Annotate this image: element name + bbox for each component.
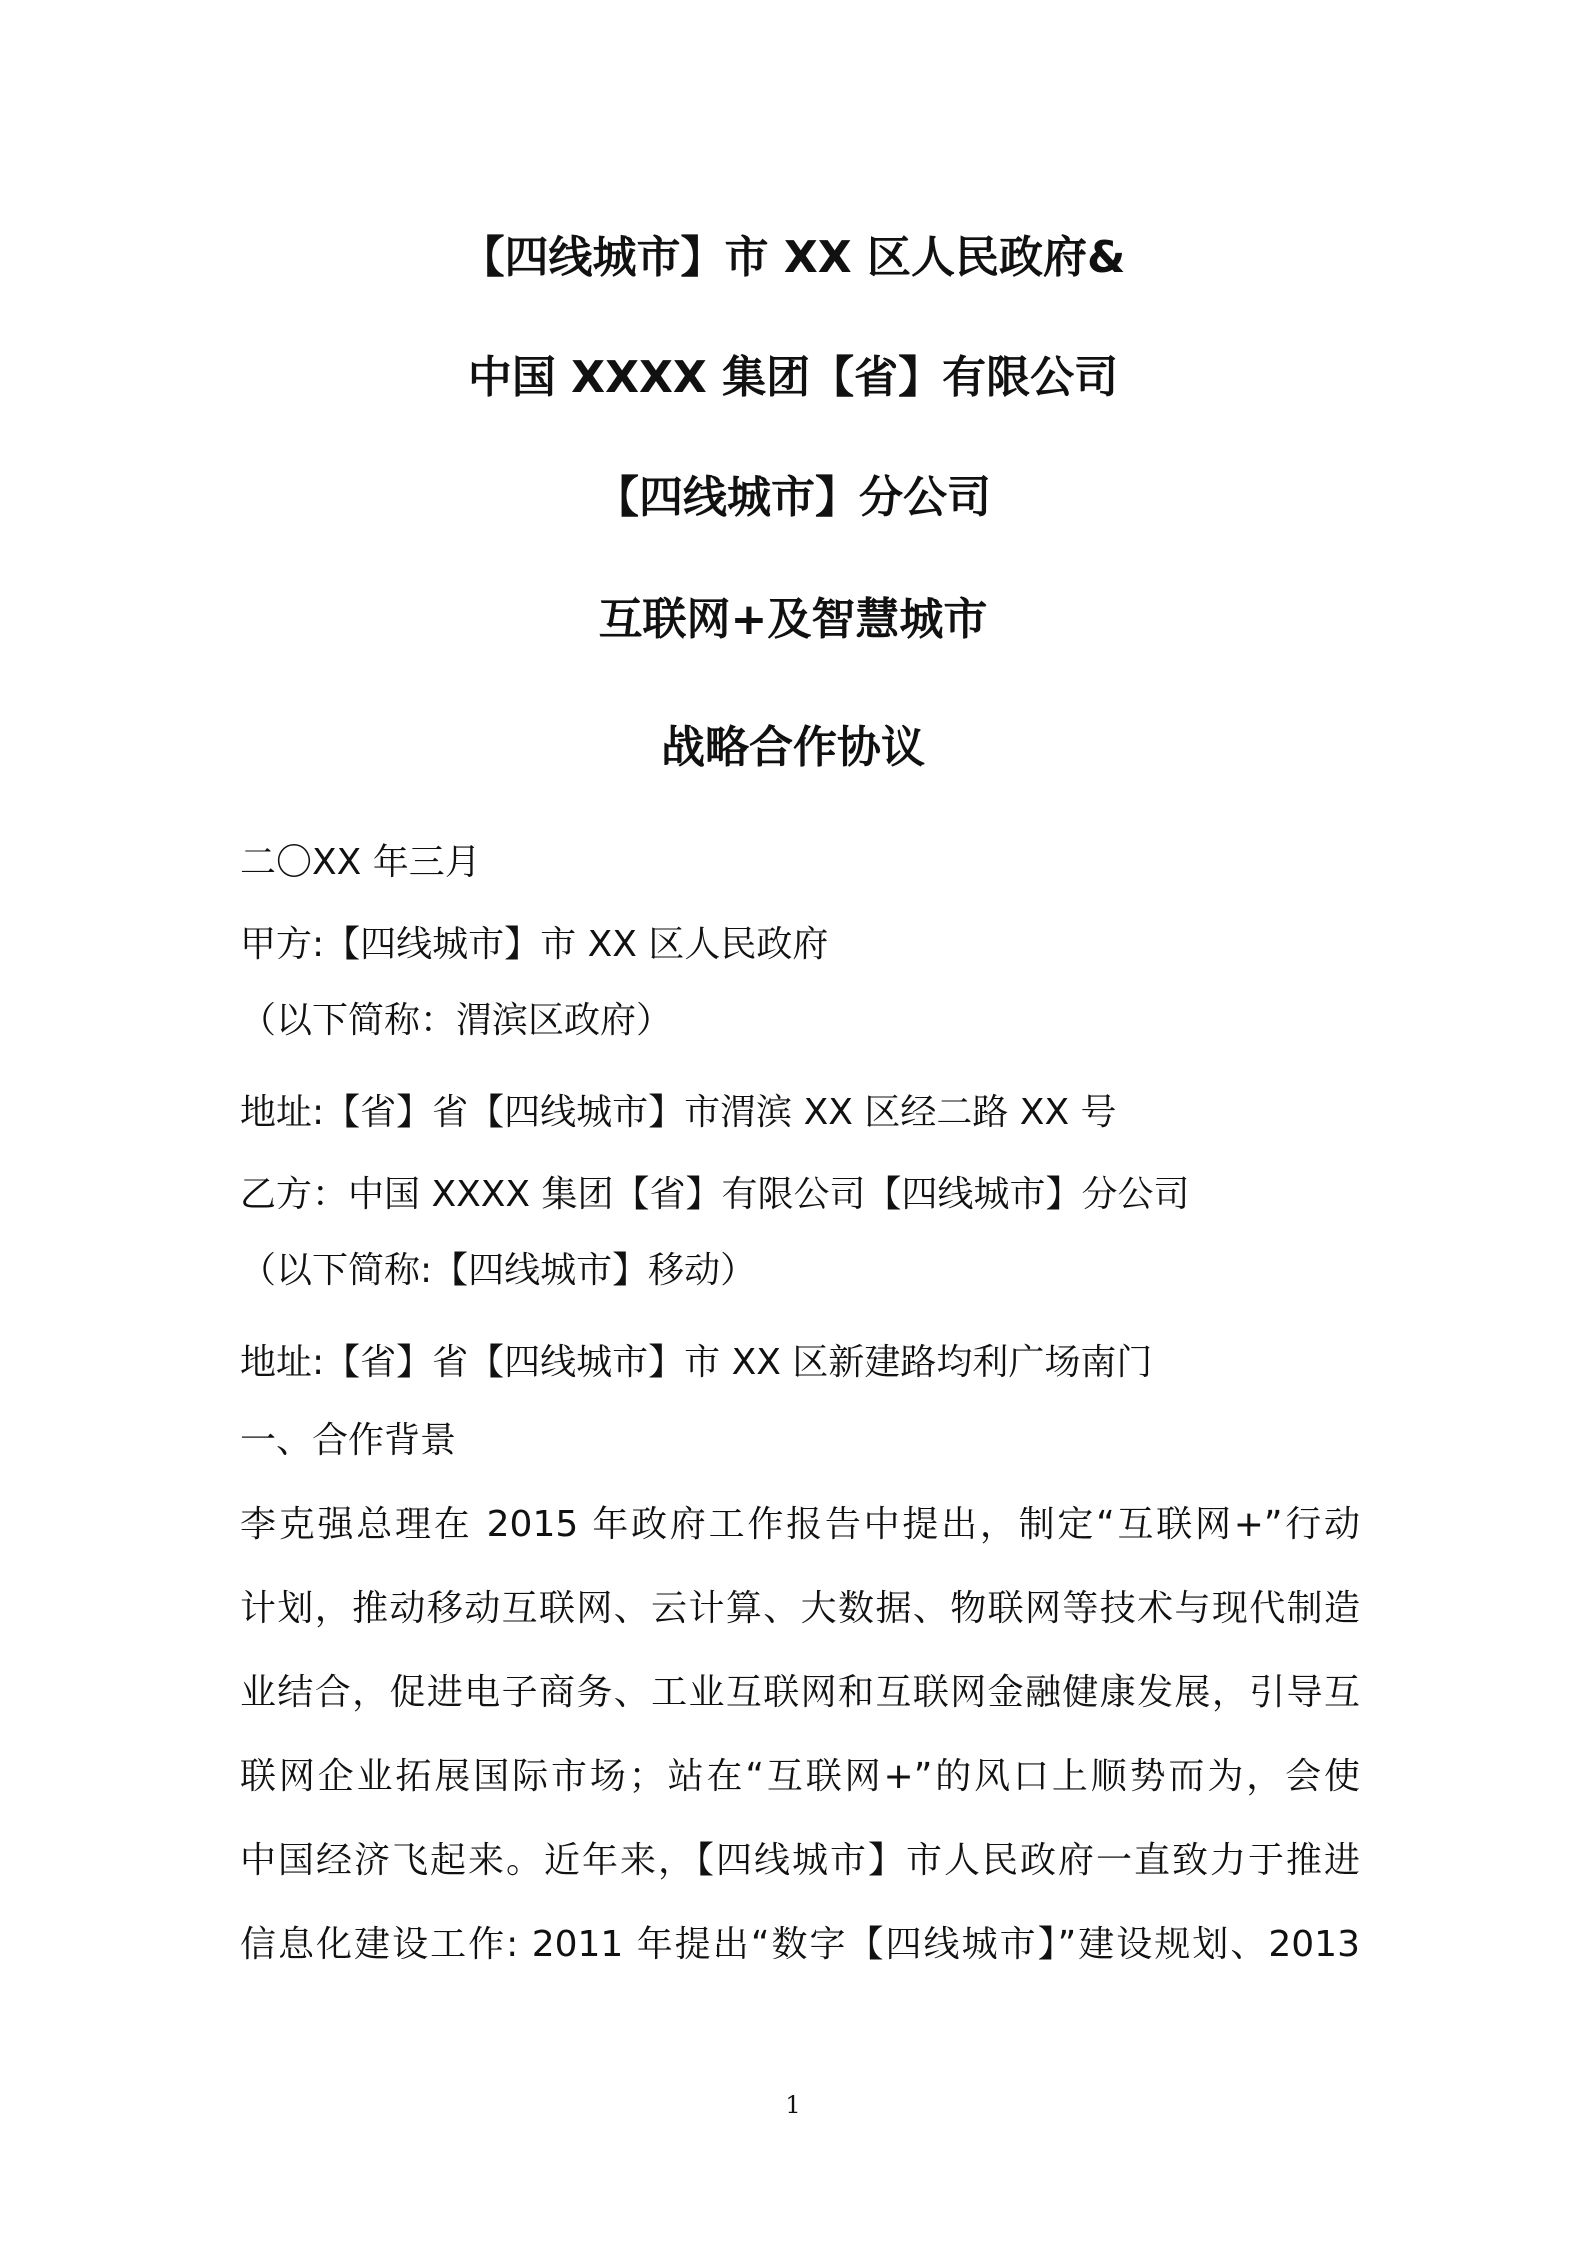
party-b-short-name: （以下简称:【四线城市】移动） [240, 1250, 757, 1291]
body-line: 信息化建设工作: 2011 年提出“数字【四线城市】”建设规划、2013 [240, 1924, 1360, 1965]
body-line: 计划，推动移动互联网、云计算、大数据、物联网等技术与现代制造 [240, 1588, 1360, 1629]
page-number: 1 [785, 2091, 801, 2119]
document-date: 二〇XX 年三月 [240, 842, 481, 883]
party-a-name: 甲方:【四线城市】市 XX 区人民政府 [240, 924, 829, 965]
body-line: 联网企业拓展国际市场；站在“互联网+”的风口上顺势而为，会使 [240, 1756, 1360, 1797]
title-line-5: 战略合作协议 [661, 722, 925, 773]
party-b-address: 地址:【省】省【四线城市】市 XX 区新建路均利广场南门 [240, 1342, 1153, 1383]
title-line-3: 【四线城市】分公司 [595, 472, 991, 523]
title-line-4: 互联网+及智慧城市 [598, 594, 988, 645]
body-line: 中国经济飞起来。近年来，【四线城市】市人民政府一直致力于推进 [240, 1840, 1360, 1881]
body-line: 李克强总理在 2015 年政府工作报告中提出，制定“互联网+”行动 [240, 1504, 1360, 1545]
title-line-1: 【四线城市】市 XX 区人民政府& [460, 232, 1126, 283]
section-heading: 一、合作背景 [240, 1420, 457, 1461]
title-line-2: 中国 XXXX 集团【省】有限公司 [467, 352, 1119, 403]
party-b-name: 乙方：中国 XXXX 集团【省】有限公司【四线城市】分公司 [240, 1174, 1190, 1215]
party-a-short-name: （以下简称：渭滨区政府） [240, 1000, 673, 1041]
party-a-address: 地址:【省】省【四线城市】市渭滨 XX 区经二路 XX 号 [240, 1092, 1117, 1133]
body-line: 业结合，促进电子商务、工业互联网和互联网金融健康发展，引导互 [240, 1672, 1360, 1713]
